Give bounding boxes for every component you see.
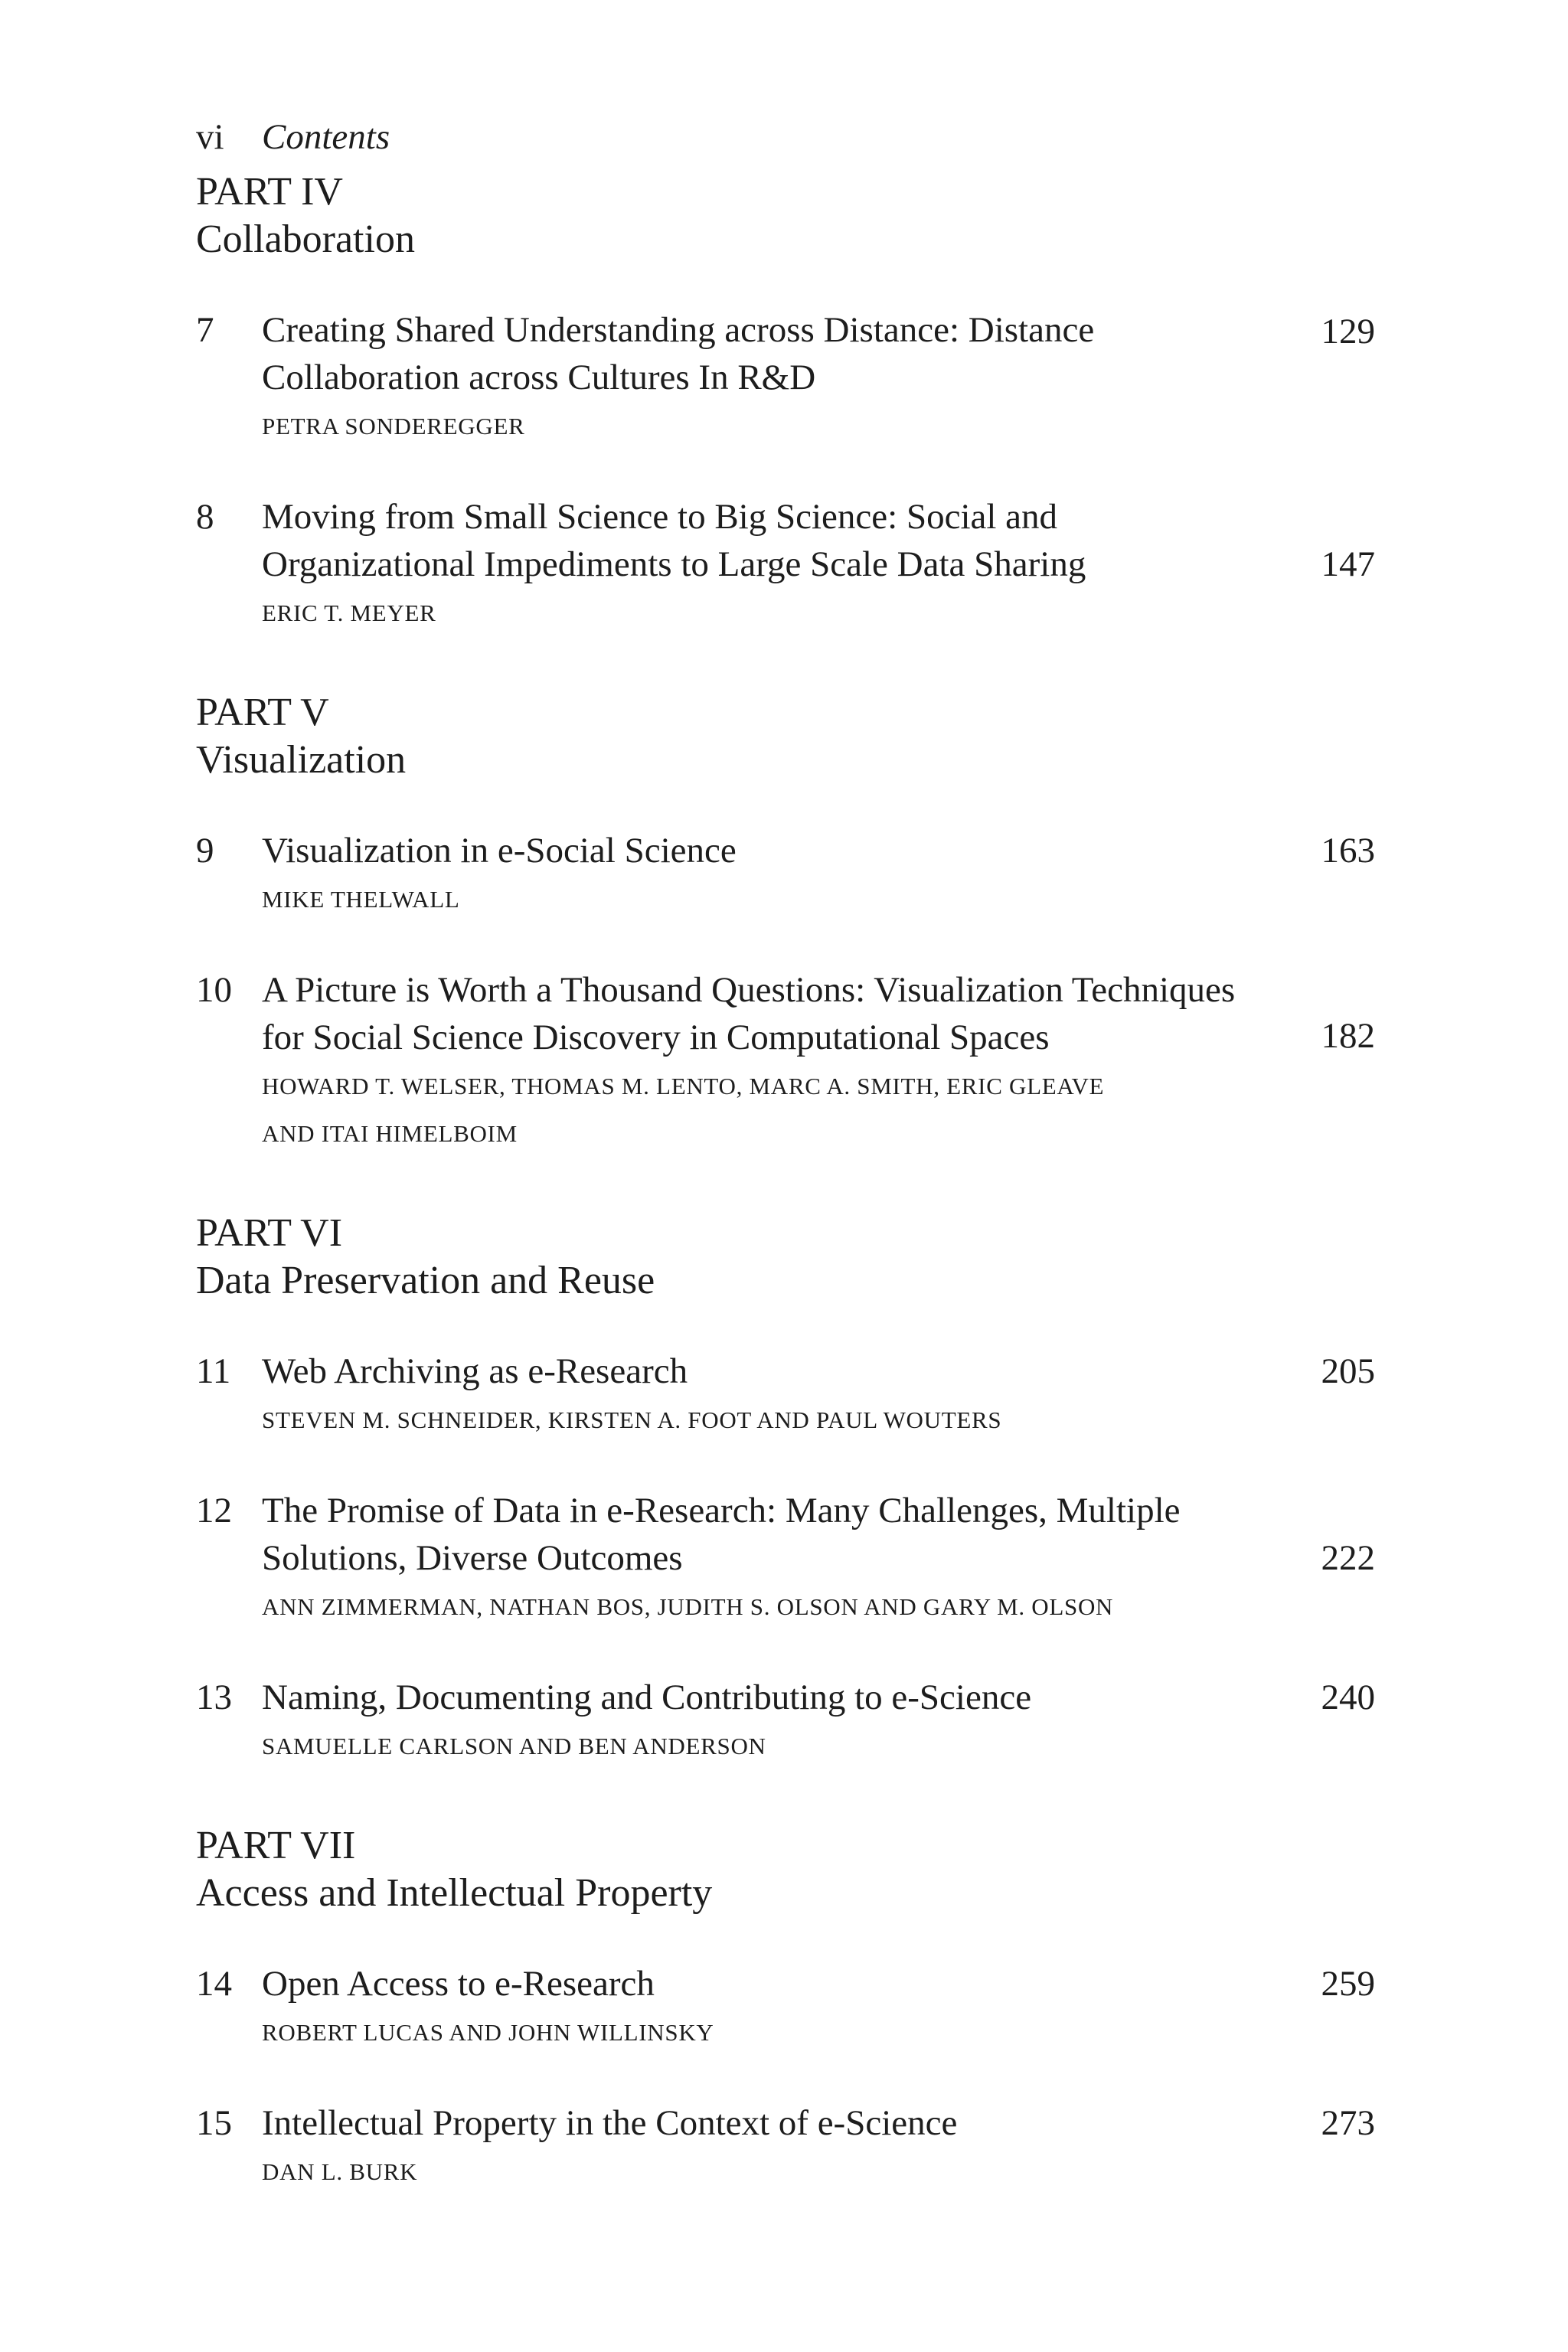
chapter-number: 13 xyxy=(196,1677,232,1717)
chapter-page-number: 129 xyxy=(1321,312,1375,351)
running-head xyxy=(196,115,1375,159)
chapter-authors: MIKE THELWALL xyxy=(262,886,460,913)
chapter-entry[interactable] xyxy=(196,2099,1375,2196)
part-title: Data Preservation and Reuse xyxy=(196,1259,655,1302)
chapter-authors: ANN ZIMMERMAN, NATHAN BOS, JUDITH S. OLSON AND GARY M. OLSON xyxy=(262,1593,1114,1620)
chapter-page-number: 147 xyxy=(1321,544,1375,584)
chapter-entry[interactable] xyxy=(196,306,1375,450)
part-title: Visualization xyxy=(196,738,407,782)
chapter-page-number: 240 xyxy=(1321,1677,1375,1717)
part-heading xyxy=(196,689,1375,784)
part-label: PART IV xyxy=(196,170,343,214)
chapter-entry[interactable] xyxy=(196,1487,1375,1631)
part-heading xyxy=(196,168,1375,263)
chapter-entry[interactable] xyxy=(196,1674,1375,1770)
chapter-page-number: 163 xyxy=(1321,831,1375,871)
chapter-page-number: 273 xyxy=(1321,2103,1375,2143)
chapter-number: 8 xyxy=(196,497,214,537)
chapter-number: 7 xyxy=(196,310,214,350)
chapter-authors: AND ITAI HIMELBOIM xyxy=(262,1120,518,1147)
chapter-authors: DAN L. BURK xyxy=(262,2158,418,2185)
part-heading xyxy=(196,1210,1375,1305)
contents-page xyxy=(196,115,1375,2196)
chapter-number: 15 xyxy=(196,2103,232,2143)
page-folio: vi xyxy=(196,117,224,157)
chapter-authors: STEVEN M. SCHNEIDER, KIRSTEN A. FOOT AND PAUL WOUTERS xyxy=(262,1406,1002,1433)
chapter-number: 9 xyxy=(196,831,214,871)
chapter-entry[interactable] xyxy=(196,827,1375,923)
chapter-authors: SAMUELLE CARLSON AND BEN ANDERSON xyxy=(262,1733,766,1759)
chapter-page-number: 182 xyxy=(1321,1016,1375,1056)
chapter-number: 10 xyxy=(196,970,232,1010)
part-label: PART V xyxy=(196,691,329,734)
chapter-entry[interactable] xyxy=(196,966,1375,1158)
part-title: Collaboration xyxy=(196,217,415,261)
part-heading xyxy=(196,1822,1375,1917)
chapter-title: Naming, Documenting and Contributing to e-Science xyxy=(262,1677,1032,1717)
chapter-number: 11 xyxy=(196,1351,231,1391)
part-label: PART VII xyxy=(196,1824,356,1867)
running-head-title: Contents xyxy=(262,117,390,157)
chapter-title: A Picture is Worth a Thousand Questions: Visualization Techniques for Social Science Discovery in Computational Spaces xyxy=(262,970,1236,1057)
chapter-title: Open Access to e-Research xyxy=(262,1964,655,2004)
chapter-authors: ROBERT LUCAS AND JOHN WILLINSKY xyxy=(262,2019,714,2046)
chapter-authors: ERIC T. MEYER xyxy=(262,599,436,626)
chapter-number: 12 xyxy=(196,1491,232,1530)
chapter-authors: HOWARD T. WELSER, THOMAS M. LENTO, MARC A. SMITH, ERIC GLEAVE xyxy=(262,1073,1105,1099)
chapter-entry[interactable] xyxy=(196,1348,1375,1444)
chapter-title: Moving from Small Science to Big Science: Social and Organizational Impediments to Large Scale Data Sharing xyxy=(262,497,1086,584)
chapter-title: Creating Shared Understanding across Distance: Distance Collaboration across Cultures In R&D xyxy=(262,310,1095,397)
part-title: Access and Intellectual Property xyxy=(196,1871,713,1915)
chapter-page-number: 205 xyxy=(1321,1351,1375,1391)
chapter-title: Web Archiving as e-Research xyxy=(262,1351,688,1391)
chapter-title: The Promise of Data in e-Research: Many Challenges, Multiple Solutions, Diverse Outcomes xyxy=(262,1491,1181,1578)
part-label: PART VI xyxy=(196,1211,343,1255)
chapter-page-number: 222 xyxy=(1321,1538,1375,1578)
chapter-authors: PETRA SONDEREGGER xyxy=(262,413,525,439)
chapter-entry[interactable] xyxy=(196,493,1375,637)
chapter-page-number: 259 xyxy=(1321,1964,1375,2004)
chapter-title: Intellectual Property in the Context of e-Science xyxy=(262,2103,958,2143)
chapter-title: Visualization in e-Social Science xyxy=(262,831,737,871)
chapter-entry[interactable] xyxy=(196,1960,1375,2056)
chapter-number: 14 xyxy=(196,1964,232,2004)
